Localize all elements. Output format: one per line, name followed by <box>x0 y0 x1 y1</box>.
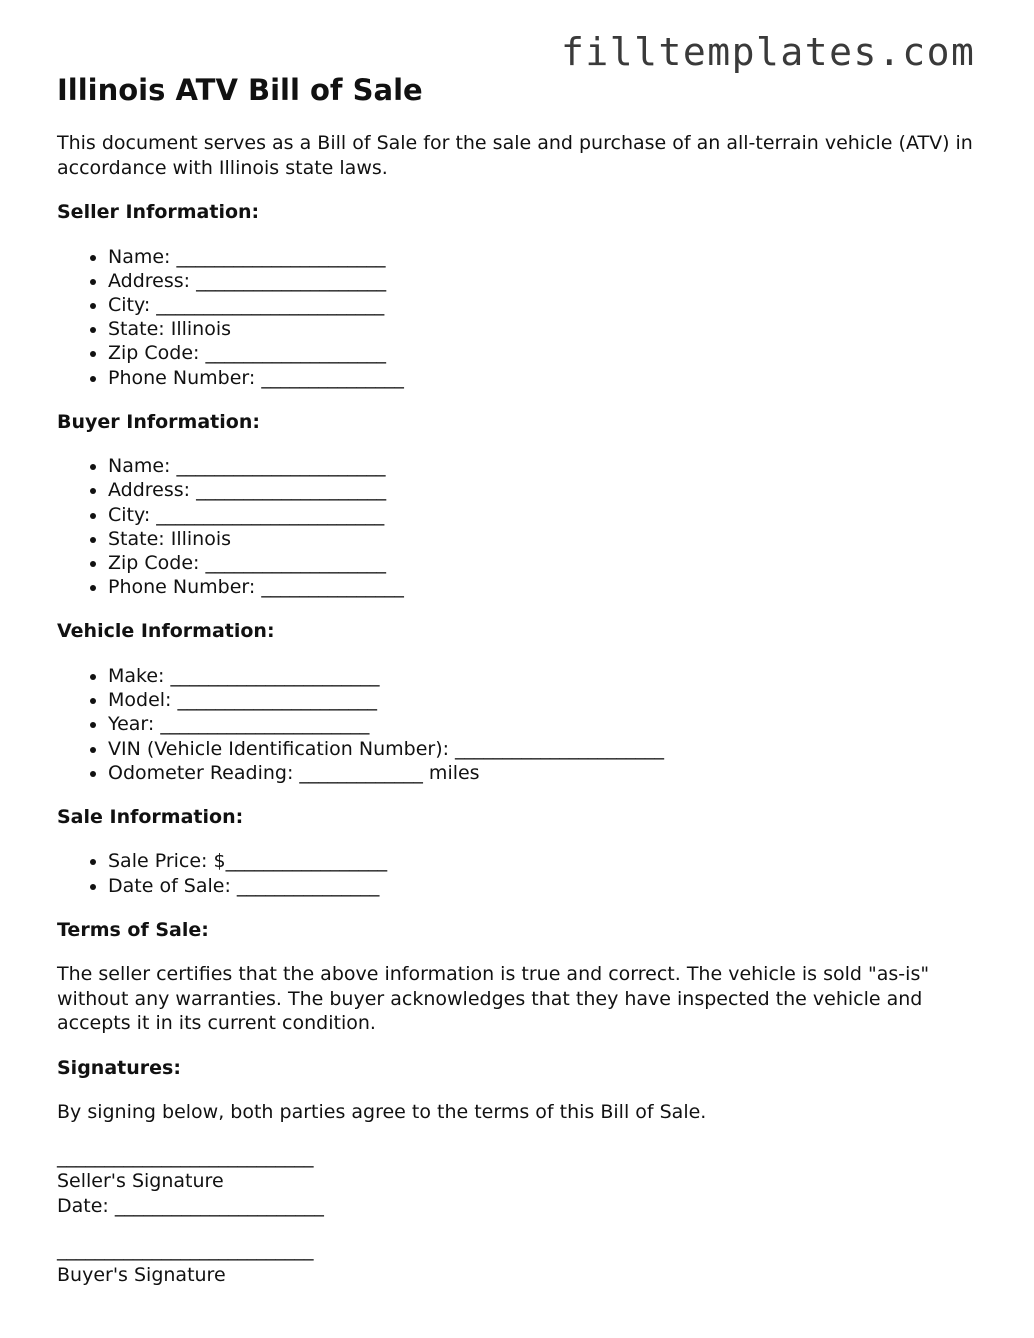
signature-block <box>57 1145 977 1288</box>
sale-price-field[interactable]: • Sale Price: $_________________ <box>108 849 977 873</box>
buyer-name-field[interactable]: • Name: ______________________ <box>108 454 977 478</box>
vehicle-make-field[interactable]: • Make: ______________________ <box>108 664 977 688</box>
vehicle-heading: Vehicle Information: <box>57 620 275 643</box>
vehicle-vin-field[interactable]: • VIN (Vehicle Identification Number): ______________________ <box>108 737 977 761</box>
terms-heading: Terms of Sale: <box>57 918 209 941</box>
seller-heading: Seller Information: <box>57 201 260 223</box>
seller-signature-line[interactable]: ___________________________ <box>57 1145 314 1168</box>
seller-list <box>57 245 977 390</box>
seller-city-field[interactable]: • City: ________________________ <box>108 293 977 317</box>
buyer-heading: Buyer Information: <box>57 410 260 433</box>
document-body <box>57 70 977 1287</box>
sale-heading: Sale Information: <box>57 805 244 828</box>
seller-name-field[interactable]: • Name: ______________________ <box>108 245 977 269</box>
sale-list <box>57 849 977 897</box>
buyer-signature-line[interactable]: ___________________________ <box>57 1239 314 1262</box>
buyer-zip-field[interactable]: • Zip Code: ___________________ <box>108 551 977 575</box>
signatures-paragraph: By signing below, both parties agree to the terms of this Bill of Sale. <box>57 1101 707 1124</box>
seller-zip-field[interactable]: • Zip Code: ___________________ <box>108 341 977 365</box>
terms-paragraph: The seller certifies that the above information is true and correct. The vehicle is sold "as-is" without any warranties. The buyer acknowledges that they have inspected the vehicle and accepts it in its current condition. <box>57 963 930 1035</box>
buyer-signature-label: Buyer's Signature <box>57 1263 226 1286</box>
intro-paragraph: This document serves as a Bill of Sale for the sale and purchase of an all-terrain vehicle (ATV) in accordance with Illinois state laws. <box>57 132 973 179</box>
buyer-list <box>57 454 977 599</box>
buyer-phone-field[interactable]: • Phone Number: _______________ <box>108 575 977 599</box>
watermark-logo: filltemplates.com <box>561 30 976 74</box>
sale-date-field[interactable]: • Date of Sale: _______________ <box>108 874 977 898</box>
vehicle-model-field[interactable]: • Model: _____________________ <box>108 688 977 712</box>
buyer-city-field[interactable]: • City: ________________________ <box>108 503 977 527</box>
buyer-state-field: • State: Illinois <box>108 527 977 551</box>
signatures-heading: Signatures: <box>57 1056 181 1079</box>
seller-signature-label: Seller's Signature <box>57 1170 224 1193</box>
seller-phone-field[interactable]: • Phone Number: _______________ <box>108 366 977 390</box>
vehicle-list <box>57 664 977 785</box>
seller-address-field[interactable]: • Address: ____________________ <box>108 269 977 293</box>
seller-date-field[interactable]: Date: ______________________ <box>57 1194 324 1217</box>
vehicle-year-field[interactable]: • Year: ______________________ <box>108 712 977 736</box>
page-title: Illinois ATV Bill of Sale <box>57 73 423 107</box>
buyer-address-field[interactable]: • Address: ____________________ <box>108 478 977 502</box>
seller-state-field: • State: Illinois <box>108 317 977 341</box>
vehicle-odometer-field[interactable]: • Odometer Reading: _____________ miles <box>108 761 977 785</box>
